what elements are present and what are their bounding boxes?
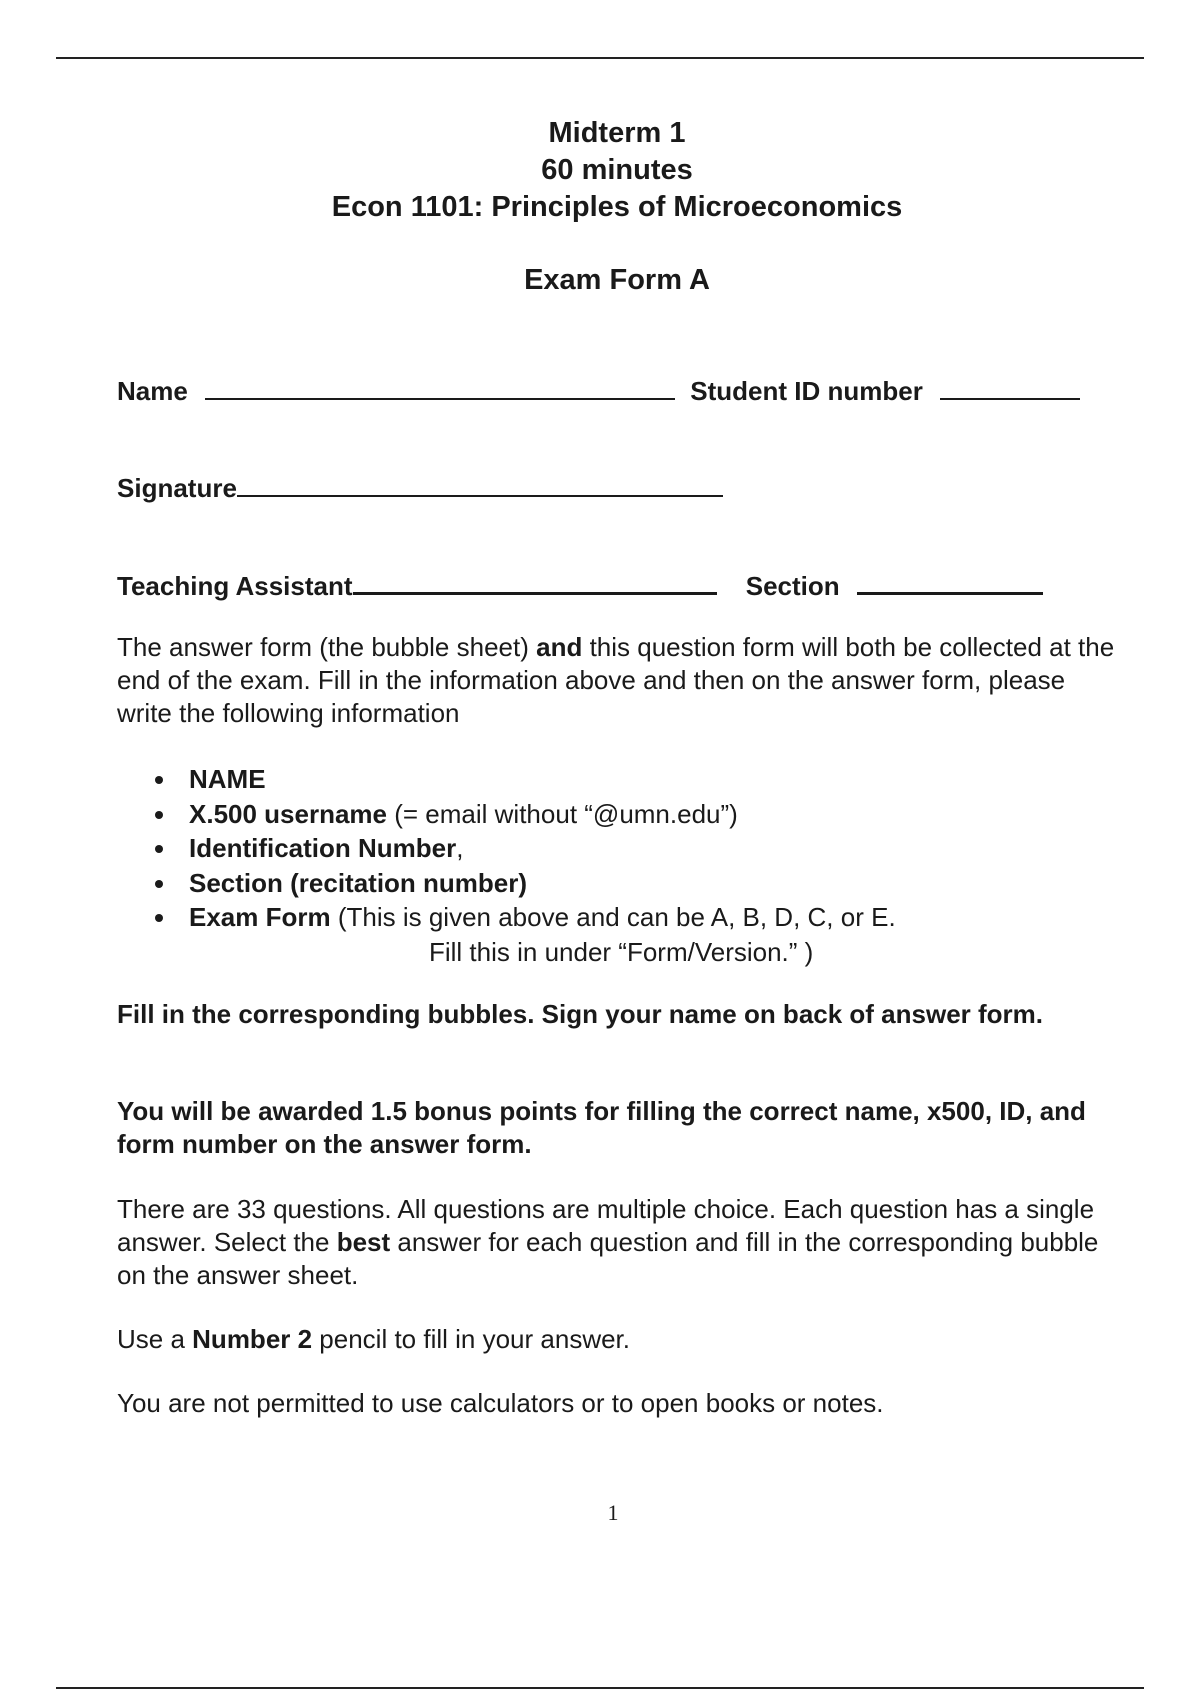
ta-label: Teaching Assistant [117, 571, 353, 601]
intro-bold-and: and [536, 632, 583, 662]
exam-form-label: Exam Form A [524, 264, 710, 296]
exam-duration: 60 minutes [541, 154, 693, 186]
signature-field[interactable] [237, 469, 723, 497]
list-item-text: (This is given above and can be A, B, D, C, or E. [330, 902, 896, 932]
bonus-points-instruction: You will be awarded 1.5 bonus points for filling the correct name, x500, ID, and form number on the answer form. [117, 1096, 1086, 1159]
ta-section-row [117, 566, 1043, 602]
no-calculators-instruction: You are not permitted to use calculators or to open books or notes. [117, 1388, 884, 1418]
course-title: Econ 1101: Principles of Microeconomics [331, 191, 903, 223]
pencil-instruction [117, 1323, 1117, 1356]
questions-bold-best: best [336, 1227, 391, 1257]
intro-text-1: The answer form (the bubble sheet) [117, 632, 537, 662]
signature-label: Signature [117, 473, 237, 503]
bullet-icon [155, 811, 163, 819]
list-item-label: Identification Number [189, 833, 457, 863]
list-item-label: NAME [189, 764, 266, 794]
pencil-text-1: Use a [117, 1324, 193, 1354]
exam-title: Midterm 1 [548, 117, 686, 149]
page-number: 1 [607, 1500, 619, 1525]
list-item [117, 762, 1117, 797]
student-id-label: Student ID number [690, 376, 923, 406]
fill-bubbles-instruction: Fill in the corresponding bubbles. Sign your name on back of answer form. [117, 999, 1044, 1029]
section-label: Section [745, 571, 840, 601]
section-field[interactable] [857, 566, 1043, 595]
top-rule [56, 57, 1144, 59]
list-item-label: X.500 username [189, 798, 388, 829]
intro-paragraph [117, 631, 1117, 730]
ta-field[interactable] [353, 566, 717, 595]
name-label: Name [117, 376, 188, 406]
list-item [117, 831, 1117, 866]
list-item [117, 866, 1117, 901]
pencil-text-2: pencil to fill in your answer. [312, 1324, 631, 1354]
bullet-icon [155, 845, 163, 853]
exam-title-block [0, 115, 1200, 226]
list-item [117, 797, 1117, 832]
bullet-icon [155, 880, 163, 888]
name-field[interactable] [205, 372, 675, 400]
signature-row [117, 469, 723, 504]
name-id-row [117, 372, 1080, 407]
pencil-bold: Number 2 [192, 1324, 313, 1354]
list-item-text: (= email without “@umn.edu”) [387, 798, 738, 829]
bullet-icon [155, 914, 163, 922]
list-item-label: Exam Form [189, 902, 331, 932]
bottom-rule [56, 1687, 1144, 1689]
info-list [117, 762, 1117, 969]
list-item-text: , [456, 833, 464, 863]
questions-text-2: answer for each question and fill in the corresponding bubble on the answer sheet. [117, 1227, 1099, 1290]
list-item-label: Section (recitation number) [189, 867, 528, 898]
questions-instruction [117, 1193, 1117, 1292]
student-id-field[interactable] [940, 372, 1080, 400]
intro-text-2: this question form will both be collected at the end of the exam. Fill in the information above and then on the answer form, please write the following information [117, 632, 1115, 728]
list-item-continuation: Fill this in under “Form/Version.” ) [429, 936, 814, 967]
questions-text-1: There are 33 questions. All questions are multiple choice. Each question has a single answer. Select the [117, 1194, 1095, 1257]
bullet-icon [155, 776, 163, 784]
list-item [117, 900, 1117, 969]
